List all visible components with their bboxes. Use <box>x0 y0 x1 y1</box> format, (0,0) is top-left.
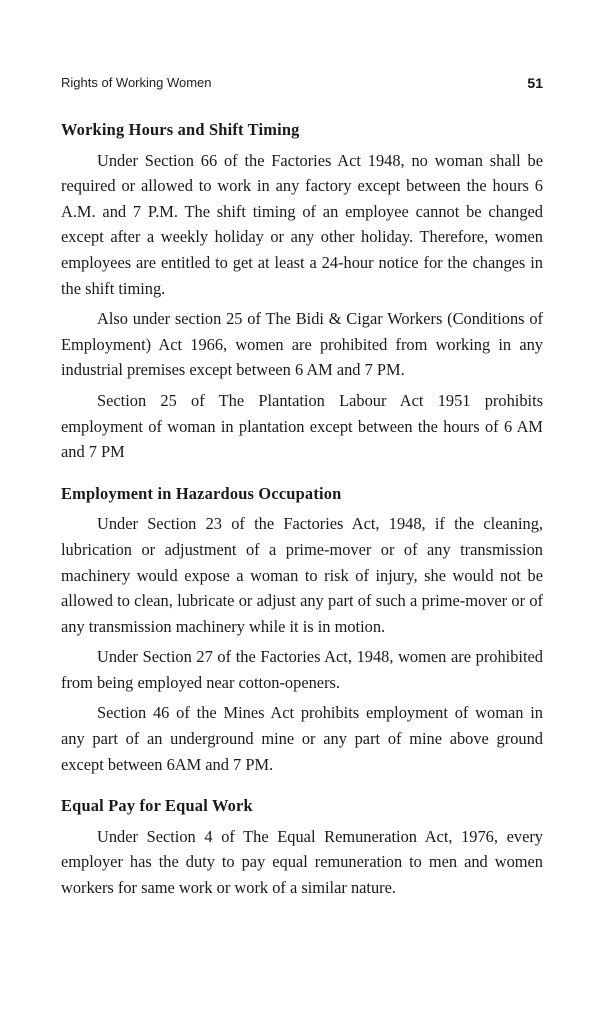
paragraph: Also under section 25 of The Bidi & Cigar Workers (Conditions of Employment) Act 1966, women are prohibited from working in any industrial premises except between 6 AM and 7 PM. <box>61 309 543 380</box>
paragraph: Under Section 4 of The Equal Remuneration Act, 1976, every employer has the duty to pay equal remuneration to men and women workers for same work or work of a similar nature. <box>61 826 543 898</box>
paragraph: Under Section 66 of the Factories Act 1948, no woman shall be required or allowed to work in any factory except between the hours 6 A.M. and 7 P.M. The shift timing of an employee cannot be changed except after a weekly holiday or any other holiday. Therefore, women employees are entitled to get at least a 24-hour notice for the changes in the shift timing. <box>61 150 543 298</box>
paragraph: Section 25 of The Plantation Labour Act 1951 prohibits employment of woman in plantation except between the hours of 6 AM and 7 PM <box>61 390 543 462</box>
book-page <box>61 0 543 1024</box>
section-equal-pay <box>61 793 543 900</box>
page-number: 51 <box>527 75 543 91</box>
page-content <box>61 117 543 917</box>
paragraph: Section 46 of the Mines Act prohibits employment of woman in any part of an underground mine or any part of mine above ground except between 6AM and 7 PM. <box>61 703 543 774</box>
paragraph: Under Section 23 of the Factories Act, 1948, if the cleaning, lubrication or adjustment of a prime-mover or of any transmission machinery would expose a woman to risk of injury, she would not be allowed to clean, lubricate or adjust any part of such a prime-mover or of any transmission machinery while it is in motion. <box>61 514 543 636</box>
section-heading: Equal Pay for Equal Work <box>61 796 253 816</box>
running-title: Rights of Working Women <box>61 75 212 90</box>
section-working-hours <box>61 117 543 465</box>
running-header <box>61 74 543 92</box>
section-heading: Working Hours and Shift Timing <box>61 120 300 139</box>
paragraph: Under Section 27 of the Factories Act, 1948, women are prohibited from being employed near cotton-openers. <box>61 647 543 692</box>
section-heading: Employment in Hazardous Occupation <box>61 483 342 503</box>
section-hazardous-occupation <box>61 481 543 778</box>
